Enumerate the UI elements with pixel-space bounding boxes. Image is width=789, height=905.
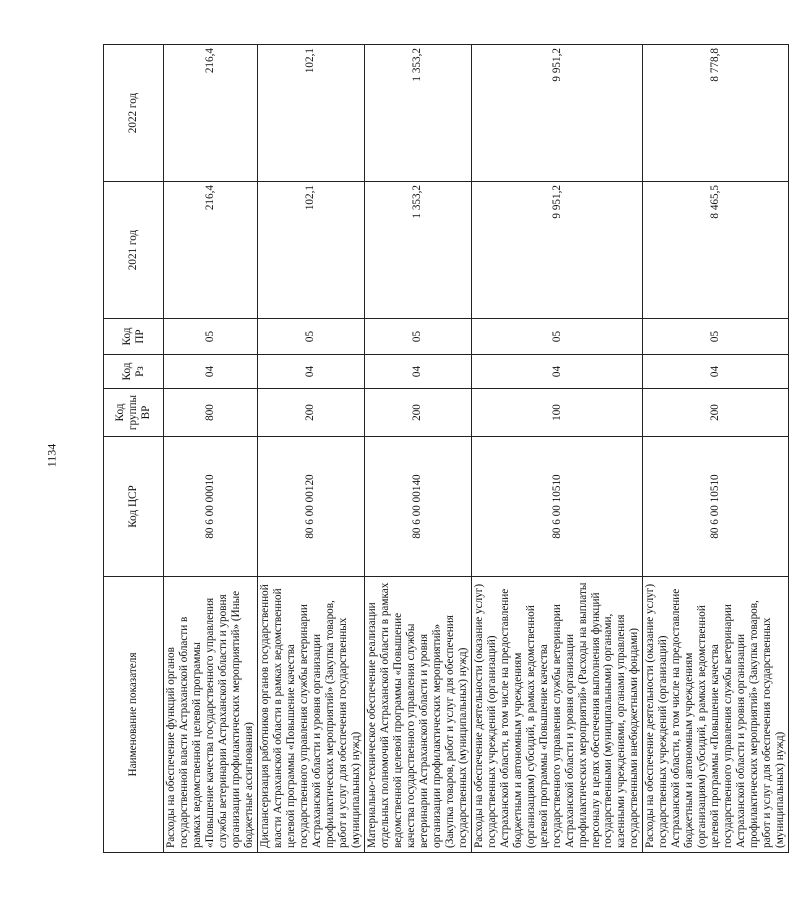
header-rz: Код Рз — [104, 355, 164, 389]
rotated-sheet — [103, 45, 787, 853]
table-header-row — [104, 45, 164, 853]
header-csr: Код ЦСР — [104, 437, 164, 577]
page-number: 1134 — [44, 443, 59, 468]
row-name: Диспансеризация работников органов государственной власти Астраханской области в рамках ведомственной целевой программы «Повышение качества государственного управления службы ветеринарии Астраханской области и уровня организации профилактических мероприятий» (Закупка товаров, работ и услуг для обеспечения государственных (муниципальных) нужд) — [257, 577, 364, 853]
row-csr: 80 6 00 00140 — [364, 437, 471, 577]
row-csr: 80 6 00 10510 — [471, 437, 643, 577]
row-csr: 80 6 00 00120 — [257, 437, 364, 577]
header-pr: Код ПР — [104, 319, 164, 355]
table-row — [471, 45, 643, 853]
table-row — [643, 45, 789, 853]
row-name: Расходы на обеспечение деятельности (оказание услуг) государственных учреждений (организаций) Астраханской области, в том числе на предоставление бюджетным и автономным учреждениям (организациям) субсидий, в рамках ведомственной целевой программы «Повышение качества государственного управления службы ветеринарии Астраханской области и уровня организации профилактических мероприятий» (Закупка товаров, работ и услуг для обеспечения государственных (муниципальных) нужд) — [643, 577, 789, 853]
budget-table — [103, 44, 789, 853]
row-rz: 04 — [643, 355, 789, 389]
row-2022: 102,1 — [257, 45, 364, 182]
row-name: Материально-техническое обеспечение реализации отдельных полномочий Астраханской области в рамках ведомственной целевой программы «Повышение качества государственного управления службы ветеринарии Астраханской области и уровня организации профилактических мероприятий» (Закупка товаров, работ и услуг для обеспечения государственных (муниципальных) нужд) — [364, 577, 471, 853]
row-pr: 05 — [257, 319, 364, 355]
row-pr: 05 — [643, 319, 789, 355]
row-2021: 1 353,2 — [364, 182, 471, 319]
row-2021: 8 465,5 — [643, 182, 789, 319]
row-pr: 05 — [364, 319, 471, 355]
row-csr: 80 6 00 10510 — [643, 437, 789, 577]
row-vr: 200 — [643, 389, 789, 437]
header-vr: Код группы ВР — [104, 389, 164, 437]
header-2021: 2021 год — [104, 182, 164, 319]
row-2022: 216,4 — [164, 45, 258, 182]
row-2021: 102,1 — [257, 182, 364, 319]
row-2022: 1 353,2 — [364, 45, 471, 182]
row-2022: 9 951,2 — [471, 45, 643, 182]
row-2021: 216,4 — [164, 182, 258, 319]
row-rz: 04 — [164, 355, 258, 389]
row-csr: 80 6 00 00010 — [164, 437, 258, 577]
row-pr: 05 — [164, 319, 258, 355]
row-vr: 200 — [364, 389, 471, 437]
rotated-content — [103, 45, 787, 853]
row-2021: 9 951,2 — [471, 182, 643, 319]
row-rz: 04 — [257, 355, 364, 389]
row-2022: 8 778,8 — [643, 45, 789, 182]
table-row — [257, 45, 364, 853]
row-vr: 200 — [257, 389, 364, 437]
row-vr: 100 — [471, 389, 643, 437]
row-rz: 04 — [471, 355, 643, 389]
row-name: Расходы на обеспечение деятельности (оказание услуг) государственных учреждений (организаций) Астраханской области, в том числе на предоставление бюджетным и автономным учреждениям (организациям) субсидий, в рамках ведомственной целевой программы «Повышение качества государственного управления службы ветеринарии Астраханской области и уровня организации профилактических мероприятий» (Расходы на выплаты персоналу в целях обеспечения выполнения функций государственными (муниципальными) органами, казенными учреждениями, органами управления государственными внебюджетными фондами) — [471, 577, 643, 853]
row-vr: 800 — [164, 389, 258, 437]
header-2022: 2022 год — [104, 45, 164, 182]
row-name: Расходы на обеспечение функций органов государственной власти Астраханской области в рамках ведомственной целевой программы «Повышение качества государственного управления службы ветеринарии Астраханской области и уровня организации профилактических мероприятий» (Иные бюджетные ассигнования) — [164, 577, 258, 853]
table-row — [164, 45, 258, 853]
row-rz: 04 — [364, 355, 471, 389]
header-name: Наименование показателя — [104, 577, 164, 853]
row-pr: 05 — [471, 319, 643, 355]
table-row — [364, 45, 471, 853]
